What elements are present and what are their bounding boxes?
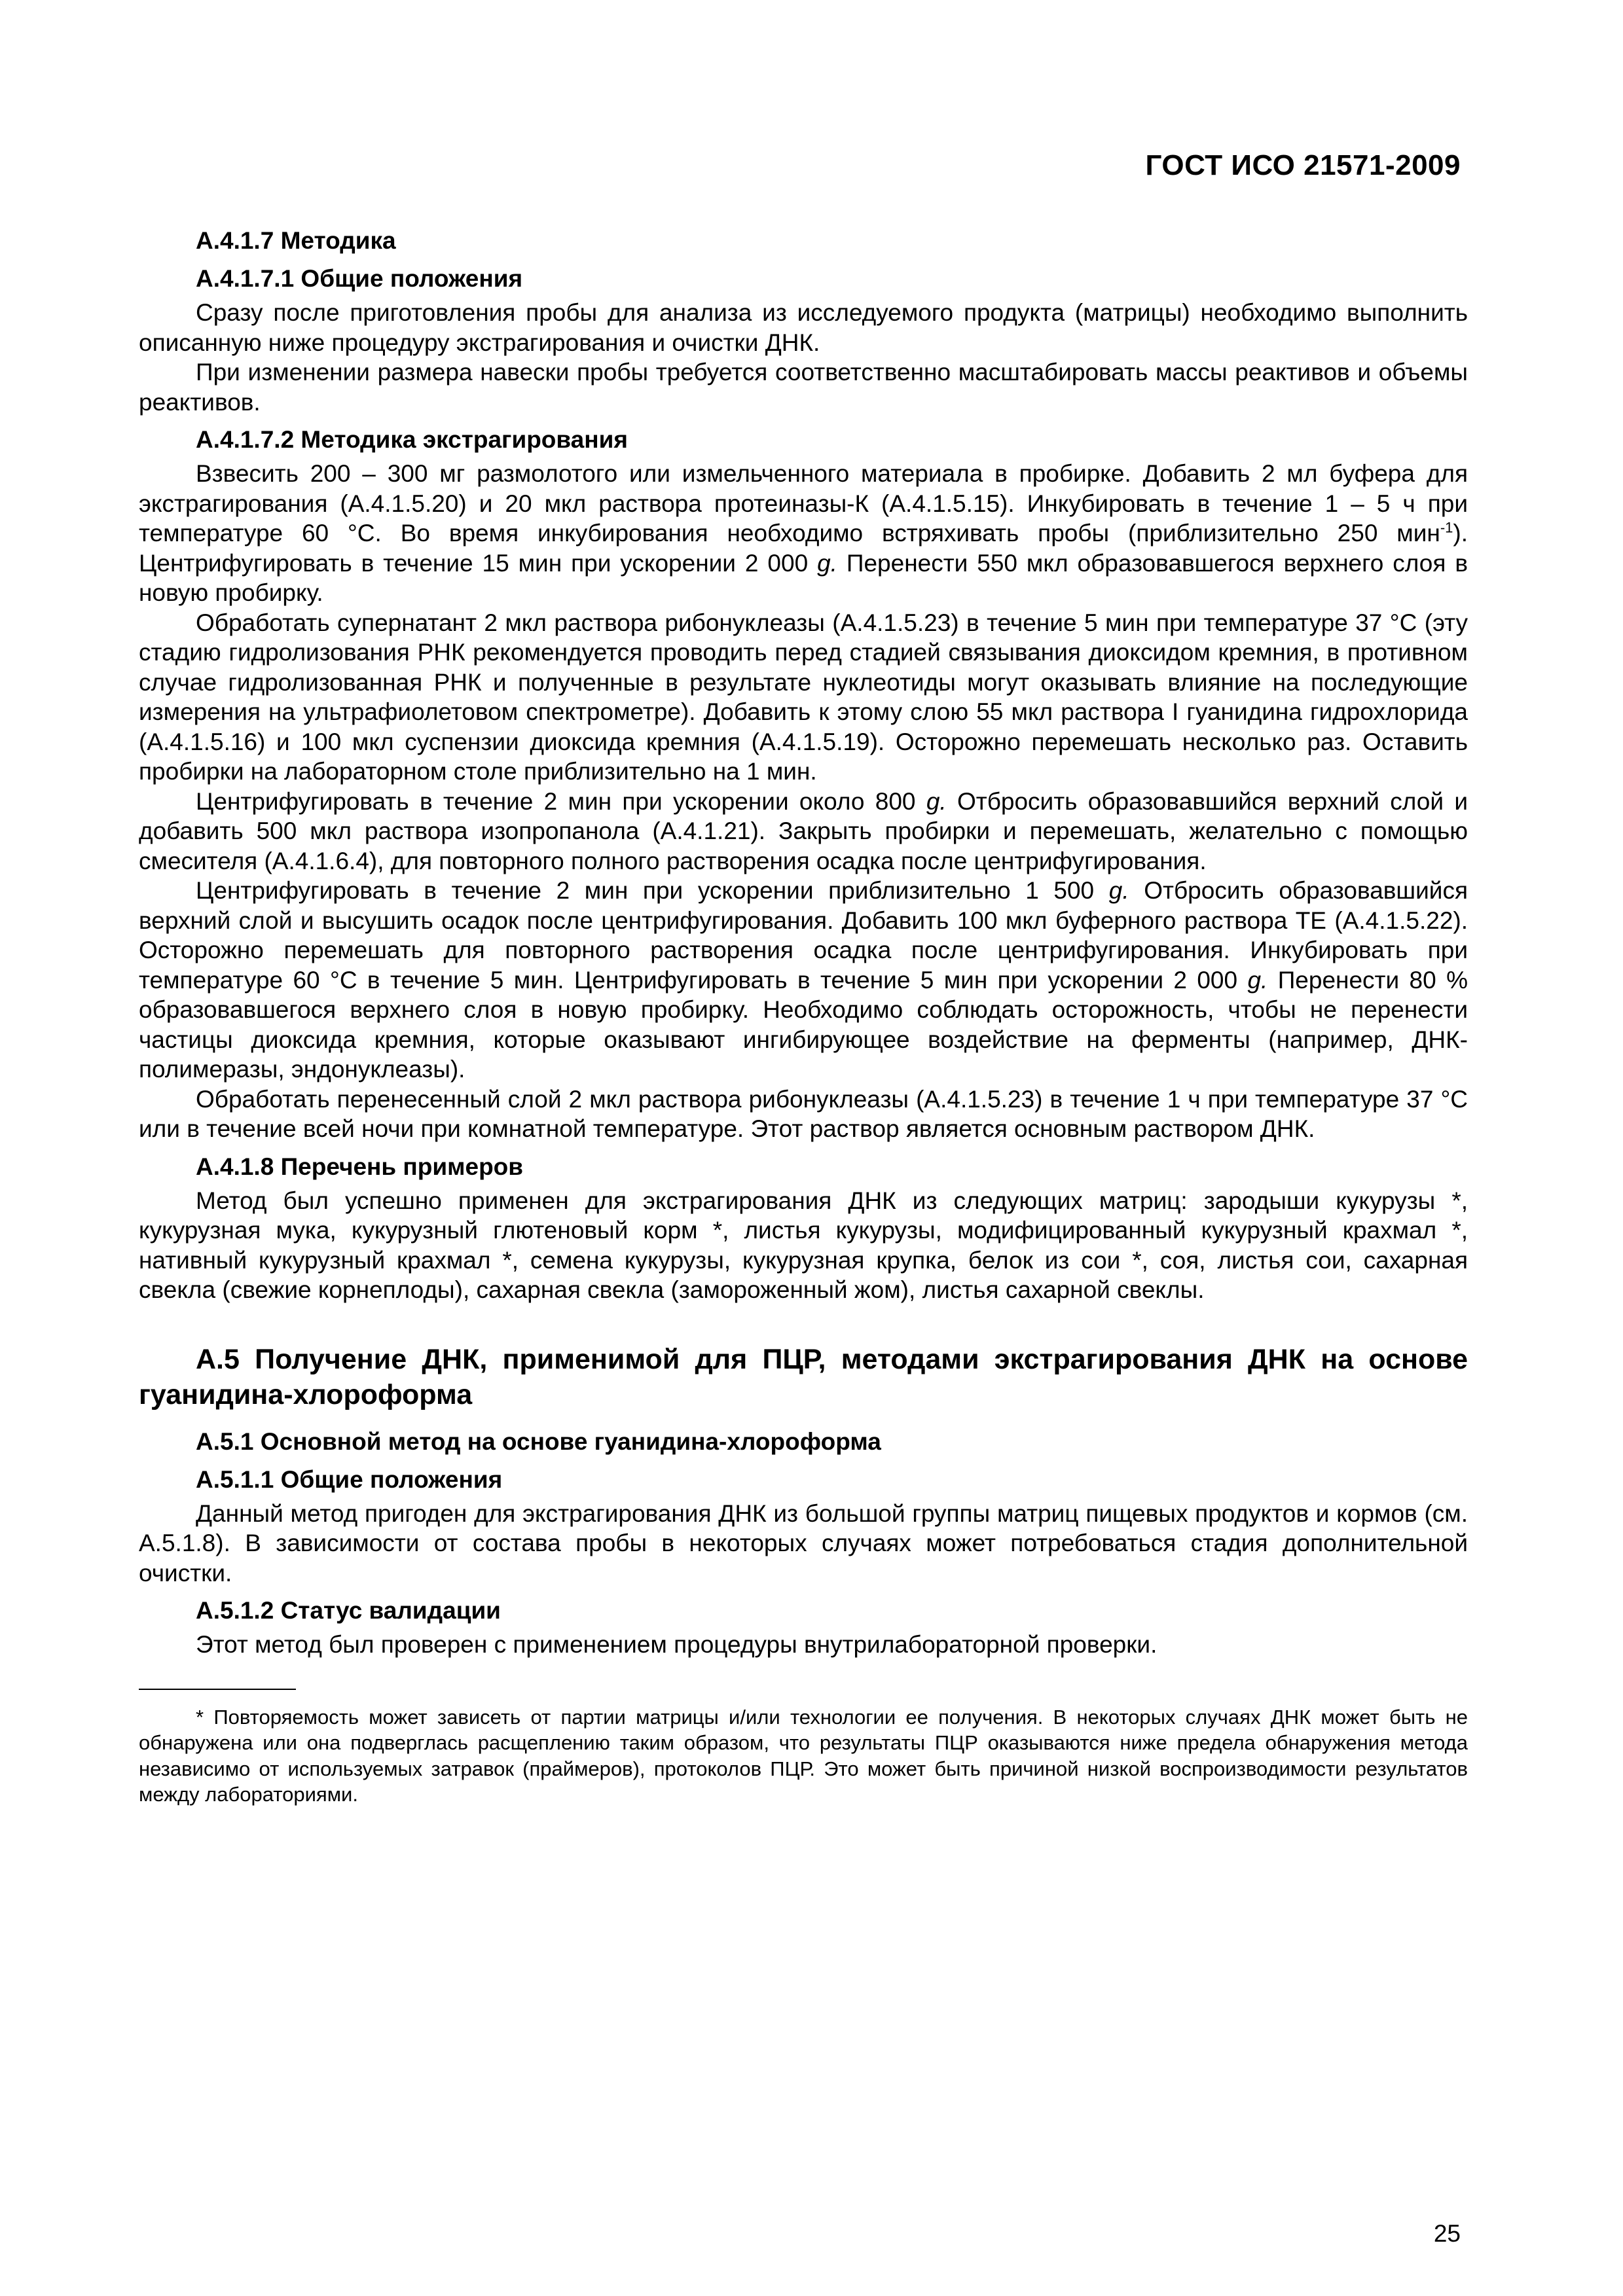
section-heading: А.4.1.7 Методика	[196, 227, 396, 254]
paragraph: Взвесить 200 – 300 мг размолотого или измельченного материала в пробирке. Добавить 2 мл буфера для экстрагирования (А.4.1.5.20) и 20 мкл раствора протеиназы-К (А.4.1.5.15). Инкубировать в течение 1 – 5 ч при температуре 60 °С. Во время инкубирования необходимо встряхивать пробы (приблизительно 250 мин$^{-1}$). Центрифугировать в течение 15 мин при ускорении 2 000 g. Перенести 550 мкл образовавшегося верхнего слоя в новую пробирку.	[139, 460, 1468, 606]
paragraph: Обработать супернатант 2 мкл раствора рибонуклеазы (А.4.1.5.23) в течение 5 мин при температуре 37 °С (эту стадию гидролизования РНК рекомендуется проводить перед стадией связывания диоксидом кремния, в противном случае гидролизованная РНК и полученные в результате нуклеотиды могут оказывать влияние на последующие измерения на ультрафиолетовом спектрометре). Добавить к этому слою 55 мкл раствора I гуанидина гидрохлорида (А.4.1.5.16) и 100 мкл суспензии диоксида кремния (А.4.1.5.19). Осторожно перемешать несколько раз. Оставить пробирки на лабораторном столе приблизительно на 1 мин.	[139, 609, 1468, 785]
paragraph: Этот метод был проверен с применением процедуры внутрилабораторной проверки.	[196, 1631, 1158, 1658]
paragraph: Метод был успешно применен для экстрагирования ДНК из следующих матриц: зародыши кукурузы *, кукурузная мука, кукурузный глютеновый корм *, листья кукурузы, модифицированный кукурузный крахмал *, нативный кукурузный крахмал *, семена кукурузы, кукурузная крупка, белок из сои *, соя, листья сои, сахарная свекла (свежие корнеплоды), сахарная свекла (замороженный жом), листья сахарной свеклы.	[139, 1187, 1468, 1303]
page-number: 25	[1433, 2220, 1461, 2247]
footnote-divider	[139, 1689, 296, 1690]
paragraph: Центрифугировать в течение 2 мин при ускорении приблизительно 1 500 g. Отбросить образовавшийся верхний слой и высушить осадок после центрифугирования. Добавить 100 мкл буферного раствора TE (А.4.1.5.22). Осторожно перемешать для повторного растворения осадка после центрифугирования. Инкубировать при температуре 60 °С в течение 5 мин. Центрифугировать в течение 5 мин при ускорении 2 000 g. Перенести 80 % образовавшегося верхнего слоя в новую пробирку. Необходимо соблюдать осторожность, чтобы не перенести частицы диоксида кремния, которые оказывают ингибирующее воздействие на ферменты (например, ДНК-полимеразы, эндонуклеазы).	[139, 877, 1468, 1083]
subsection-heading: А.5.1.2 Статус валидации	[196, 1597, 501, 1624]
footnote: * Повторяемость может зависеть от партии матрицы и/или технологии ее получения. В некоторых случаях ДНК может быть не обнаружена или она подверглась расщеплению таким образом, что результаты ПЦР оказываются ниже предела обнаружения метода независимо от используемых затравок (праймеров), протоколов ПЦР. Это может быть причиной низкой воспроизводимости результатов между лабораториями.	[139, 1705, 1468, 1806]
paragraph: При изменении размера навески пробы требуется соответственно масштабировать массы реактивов и объемы реактивов.	[139, 359, 1468, 416]
document-body	[139, 226, 1468, 1808]
chapter-heading: А.5 Получение ДНК, применимой для ПЦР, методами экстрагирования ДНК на основе гуанидина-хлороформа	[139, 1343, 1468, 1410]
subsection-heading: А.4.1.7.1 Общие положения	[196, 265, 523, 292]
paragraph: Обработать перенесенный слой 2 мкл раствора рибонуклеазы (А.4.1.5.23) в течение 1 ч при температуре 37 °С или в течение всей ночи при комнатной температуре. Этот раствор является основным раствором ДНК.	[139, 1085, 1468, 1142]
document-header: ГОСТ ИСО 21571-2009	[1145, 149, 1461, 181]
subsection-heading: А.4.1.7.2 Методика экстрагирования	[196, 426, 628, 453]
section-heading: А.4.1.8 Перечень примеров	[196, 1153, 524, 1180]
paragraph: Данный метод пригоден для экстрагирования ДНК из большой группы матриц пищевых продуктов и кормов (см. А.5.1.8). В зависимости от состава пробы в некоторых случаях может потребоваться стадия дополнительной очистки.	[139, 1499, 1468, 1587]
paragraph: Центрифугировать в течение 2 мин при ускорении около 800 g. Отбросить образовавшийся верхний слой и добавить 500 мкл раствора изопропанола (А.4.1.21). Закрыть пробирки и перемешать, желательно с помощью смесителя (А.4.1.6.4), для повторного полного растворения осадка после центрифугирования.	[139, 787, 1468, 874]
section-heading: А.5.1 Основной метод на основе гуанидина-хлороформа	[196, 1427, 881, 1455]
paragraph: Сразу после приготовления пробы для анализа из исследуемого продукта (матрицы) необходимо выполнить описанную ниже процедуру экстрагирования и очистки ДНК.	[139, 299, 1468, 356]
subsection-heading: А.5.1.1 Общие положения	[196, 1465, 503, 1493]
